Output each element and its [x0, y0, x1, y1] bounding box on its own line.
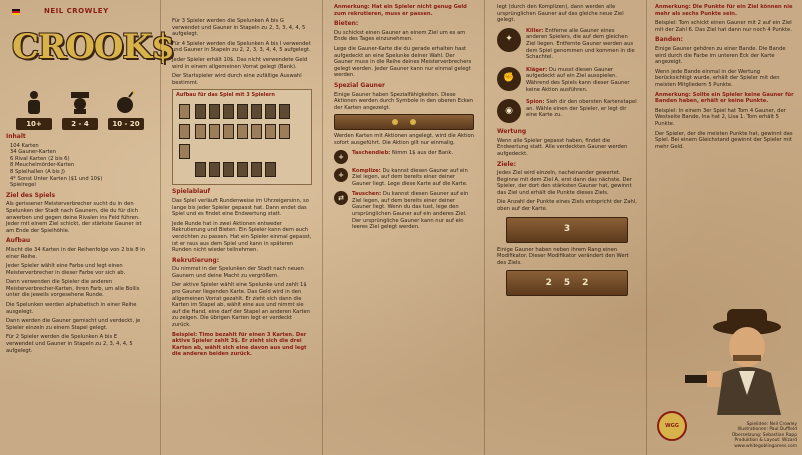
flow-title: Spielablauf [172, 188, 211, 196]
fold-line [484, 0, 485, 455]
deck-card [223, 162, 234, 177]
ability-text: Du kannst diesen Gauner auf ein Ziel legen, auf dem bereits einer deiner Gauner liegt. Lege diese Karte auf die Karte. [352, 167, 468, 187]
deck-card [251, 162, 262, 177]
column-1-body [6, 130, 146, 357]
eye-icon: ◉ [497, 99, 521, 123]
goal-text: Als gerissener Meisterverbrecher sucht du in den Spelunken der Stadt nach Gaunern, die du für dich anwerben und gegen deine Rivalen ins Feld führen. Jeder mit einem Ziel schickt, der stärkste Gauner ist am Ende der Spielhöhle. [6, 201, 142, 234]
bar-card [209, 104, 220, 119]
example-text: Beispiel: Tom schickt einen Gauner mit 2 auf ein Ziel mit der Zahl 6. Das Ziel hat dann nur noch 4 Punkte. [655, 20, 792, 33]
time-badge [108, 88, 144, 130]
deck-card [209, 162, 220, 177]
ability-text: Sieh dir den obersten Kartenstapel an. Wähle einen der Spieler, er legt dir eine Karte zu. [526, 99, 637, 119]
bar-card [237, 104, 248, 119]
gangster-illustration [677, 305, 797, 415]
setup-text: Dann werden die Gauner gemischt und verdeckt, je Spieler einzeln zu einem Stapel gelegt. [6, 318, 141, 331]
score-value: 3 [563, 224, 571, 235]
score-value: 2 [545, 278, 552, 289]
deck-card [237, 162, 248, 177]
bid-title: Bieten: [334, 20, 359, 28]
ability-text: Entferne alle Gauner eines anderen Spielers, die auf dem gleichen Ziel liegen. Entfernte Gauner werden aus dem Spiel genommen und kommen in die Schachtel. [526, 27, 635, 61]
setup-text: Mischt die 34 Karten in der Reihenfolge von 2 bis 8 in einer Reihe. [6, 246, 145, 260]
ability-label: Kläger: [526, 66, 548, 73]
ability-row [497, 67, 637, 93]
fold-line [322, 0, 323, 455]
flow-text: Das Spiel verläuft Rundenweise im Uhrzeigersinn, so lange bis jeder Spieler gepasst hat. Dann endet das Spiel und es findet eine Endwertung statt. [172, 197, 309, 218]
bid-text: Lege die Gauner-Karte die du gerade erhalten hast aufgedeckt an eine Spelunke deiner Wahl. Der Gauner muss in die Reihe deines Meisterverbrechers gelegt werden. Jeder Gauner kann nur einmal gelegt werden. [334, 45, 472, 79]
crook-card [265, 124, 276, 139]
crook-card [279, 124, 290, 139]
bar-card [223, 104, 234, 119]
column-3 [334, 0, 474, 455]
players-icon [16, 88, 52, 114]
crook-card [223, 124, 234, 139]
ability-text: Nimm 1$ aus der Bank. [391, 149, 453, 156]
goal-title: Ziel des Spiels [6, 191, 56, 199]
material-item: 4* Sonst Unter Karten ($1 und 10$) [10, 175, 103, 182]
flow-text: Jede Runde hat in zwei Aktionen entweder Rekrutierung und Bieten. Ein Spieler kann dem auch verzichten zu passen. Hat ein Spieler einmal gepasst, ist er raus aus dem Spiel und kann in späteren Runden nicht wieder teilnehmen. [172, 220, 312, 254]
age-badge [62, 88, 98, 130]
bar-card [251, 104, 262, 119]
card-symbols-bar [334, 114, 474, 130]
special-text: Werden Karten mit Aktionen angelegt, wird die Aktion sofort ausgeführt. Die Aktion gilt nur einmalig. [334, 133, 474, 146]
material-item: 8 Spielhallen (A bis J) [10, 168, 65, 175]
setup-text: Die Spelunken werden alphabetisch in einer Reihe ausgelegt. [6, 302, 137, 315]
material-item: 104 Karten [10, 142, 39, 149]
end-text: Der Spieler, der die meisten Punkte hat, gewinnt das Spiel. Bei einem Gleichstand gewinnt der Spieler mit mehr Geld. [655, 130, 793, 150]
column-1 [6, 0, 174, 455]
credit-line: Übersetzung: Sebastian Rapp [731, 432, 797, 438]
fist-icon: ✊ [497, 67, 521, 91]
game-logo [12, 22, 174, 72]
credit-line: Illustrationen: Paul Duffield [737, 427, 797, 433]
bar-card [279, 104, 290, 119]
deck-card [265, 162, 276, 177]
ability-row [497, 28, 637, 61]
symbol-dot-icon [392, 119, 398, 125]
material-item: Spielregel [10, 182, 36, 189]
material-item: 8 Meuchelmörder-Karten [10, 162, 75, 169]
bandits-text: Wenn jede Bande einmal in der Wertung berücksichtigt wurde, erhält der Spieler mit den meisten Mitgliedern 5 Punkte. [655, 68, 780, 88]
recruit-title: Rekrutierung: [172, 256, 220, 264]
score-board-example [506, 217, 628, 243]
recruit-text: Du nimmst in der Spelunken der Stadt nach neuen Gaunern und deine Macht zu vergrößern. [172, 266, 304, 279]
ability-row [334, 150, 474, 164]
ability-text: Du musst diesen Gauner aufgedeckt auf ein Ziel ausspielen. Während des Spiels kann dieser Gauner keine Aktion ausführen. [526, 66, 630, 93]
note-text: Anmerkung: Hat ein Spieler nicht genug Geld zum rekrutieren, muss er passen. [334, 4, 467, 17]
ability-label: Spion: [526, 99, 545, 106]
setup-illustration-caption: Aufbau für das Spiel mit 3 Spielern [176, 92, 275, 99]
material-title: Inhalt [6, 133, 26, 140]
material-item: 34 Gauner-Karten [10, 149, 57, 156]
ability-label: Komplize: [352, 167, 381, 174]
deck-card [195, 162, 206, 177]
setup-3p-text: Für 3 Spieler werden die Spelunken A bis G verwendet und Gauner in Stapeln zu 2, 3, 3, 4, 4, 5 aufgelegt. [172, 18, 306, 38]
logo-text: CROOK$ [12, 27, 174, 67]
ability-row [334, 168, 474, 188]
goals-title: Ziele: [497, 160, 517, 168]
setup-text: Für 2 Spieler werden die Spelunken A bis E verwendet und Gauner in Stapeln zu 2, 3, 4, 4, 5 aufgelegt. [6, 334, 133, 354]
bar-card [195, 104, 206, 119]
bomb-icon [108, 88, 144, 114]
goals-text: Jedes Ziel wird einzeln, nacheinander gewertet. Beginne mit dem Ziel A, erst dann das nächste. Der Spieler, der dort den stärksten Gauner hat, gewinnt das Ziel und erhält die Punkte dieses Ziels. [497, 170, 632, 196]
age-icon [62, 88, 98, 114]
ability-text: Du kannst diesen Gauner auf ein Ziel legen, auf dem bereits einer deiner Gauner liegt. Wenn du das tust, lege den ursprünglichen Gauner auf ein anderes Ziel. Der ursprüngliche Gauner kann nur auf ein leeres Ziel gelegt werden. [352, 191, 469, 231]
player-card [179, 104, 190, 119]
recruit-example: Beispiel: Timo bezahlt für einen 3 Karten. Der aktive Spieler zahlt 3$. Er zieht sich die drei Karten ab, wählt sich eine davon aus und legt die anderen beiden zurück. [172, 331, 307, 358]
ability-label: Tauschen: [352, 191, 382, 198]
example-text: Beispiel: In einem 3er Spiel hat Tom 4 Gauner, der Westseite Bande, Ina hat 2, Lisa 1. Tom erhält 5 Punkte. [655, 107, 786, 127]
fold-line [646, 0, 647, 455]
note-text: Anmerkung: Sollte ein Spieler keine Gauner für Banden haben, erhält er keine Punkte. [655, 91, 794, 105]
accomplice-icon: + [334, 168, 348, 182]
material-item: 6 Rival Karten (2 bis 6) [10, 155, 70, 162]
players-value: 10+ [16, 118, 52, 130]
credit-line: Produktion & Layout: Wizard [734, 438, 797, 444]
column-2 [172, 0, 312, 455]
setup-title: Aufbau [6, 237, 31, 245]
start-player-text: Der Startspieler wird durch eine zufällige Auswahl bestimmt. [172, 73, 302, 86]
age-value: 2 - 4 [62, 118, 98, 130]
goals-text: Die Anzahl der Punkte eines Ziels entspricht der Zahl, oben auf der Karte. [497, 199, 637, 213]
bar-card [265, 104, 276, 119]
bid-text: Du schickst einen Gauner an einem Ziel um es am Ende des Tages einzunehmen. [334, 29, 466, 43]
bandits-text: Einige Gauner gehören zu einer Bande. Die Bande wird durch die Farbe im unteren Eck der Karte angezeigt. [655, 45, 786, 66]
crook-card [209, 124, 220, 139]
money-text: Jeder Spieler erhält 10$. Das nicht verwendete Geld wird in einem allgemeinen Vorrat gelegt (Bank). [172, 56, 308, 70]
credits [655, 422, 797, 449]
symbol-dot-icon [410, 119, 416, 125]
ability-row [334, 191, 474, 231]
fold-line [160, 0, 161, 455]
crook-card [251, 124, 262, 139]
goals-text: Einige Gauner haben neben ihrem Rang einen Modifikator. Dieser Modifikator verändert den Wert des Ziels. [497, 246, 629, 266]
scoring-title: Wertung [497, 128, 527, 136]
gun-icon: ✦ [497, 28, 521, 52]
scoring-text: Wenn alle Spieler gepasst haben, findet die Endwertung statt. Alle verdeckten Gauner werden aufgedeckt. [497, 137, 628, 157]
setup-4p-text: Für 4 Spieler werden die Spelunken A bis I verwendet und Gauner in Stapeln zu 2, 2, 3, 3, 4, 4, 5 aufgelegt. [172, 40, 311, 54]
special-text: Einige Gauner haben Spezialfähigkeiten. Diese Aktionen werden durch Symbole in den oberen Ecken der Karten angezeigt. [334, 91, 474, 111]
crook-card [195, 124, 206, 139]
recruit-text: Der aktive Spieler wählt eine Spelunke und zahlt 1$ pro Gauner liegenden Karte. Das Geld wird in den allgemeinen Vorrat gezahlt. Er zieht sich dann die Karten im Stapel ab, wählt eine aus und nimmt sie auf die Hand, eine darf der Stapel an anderen Karten zu zeigen. Die übrigen Karten legt er verdeckt zurück. [172, 282, 311, 329]
score-value: 5 [563, 278, 571, 289]
player-card [179, 124, 190, 139]
column-5 [655, 0, 797, 455]
credit-line: www.whitegoblingames.com [734, 443, 797, 449]
author-name: NEIL CROWLEY [44, 7, 109, 15]
score-board-example [506, 270, 628, 296]
crook-card [237, 124, 248, 139]
german-flag-icon [12, 9, 20, 15]
player-card [179, 144, 190, 159]
swap-icon: ⇄ [334, 191, 348, 205]
continued-text: legt (durch den Komplizen), dann werden alle ursprünglichen Gauner auf das gleiche neue Ziel gelegt. [497, 4, 624, 24]
credit-line: Spielidee: Neil Crowley [746, 421, 797, 427]
ability-label: Killer: [526, 27, 544, 34]
ability-row [497, 99, 637, 123]
setup-text: Jeder Spieler wählt eine Farbe und legt einen Meisterverbrecher in dieser Farbe vor sich ab. [6, 263, 126, 276]
players-badge [16, 88, 52, 130]
time-value: 10 - 20 [108, 118, 144, 130]
bandits-title: Banden: [655, 36, 683, 44]
setup-illustration [172, 89, 312, 185]
publisher-text: WGG [665, 422, 679, 429]
setup-text: Dann verwenden die Spieler die anderen Meisterverbrecher-Karten, ihren Farb, um alle Bollis unter die jeweils vorgesehene Runde. [6, 279, 140, 299]
column-4 [497, 0, 637, 455]
ability-label: Taschendieb: [352, 149, 391, 156]
plus-money-icon: + [334, 150, 348, 164]
note-text: Anmerkung: Die Punkte für ein Ziel können nie mehr als sechs Punkte sein. [655, 4, 793, 17]
special-title: Spezial Gauner [334, 81, 385, 89]
score-value: 2 [582, 278, 589, 289]
